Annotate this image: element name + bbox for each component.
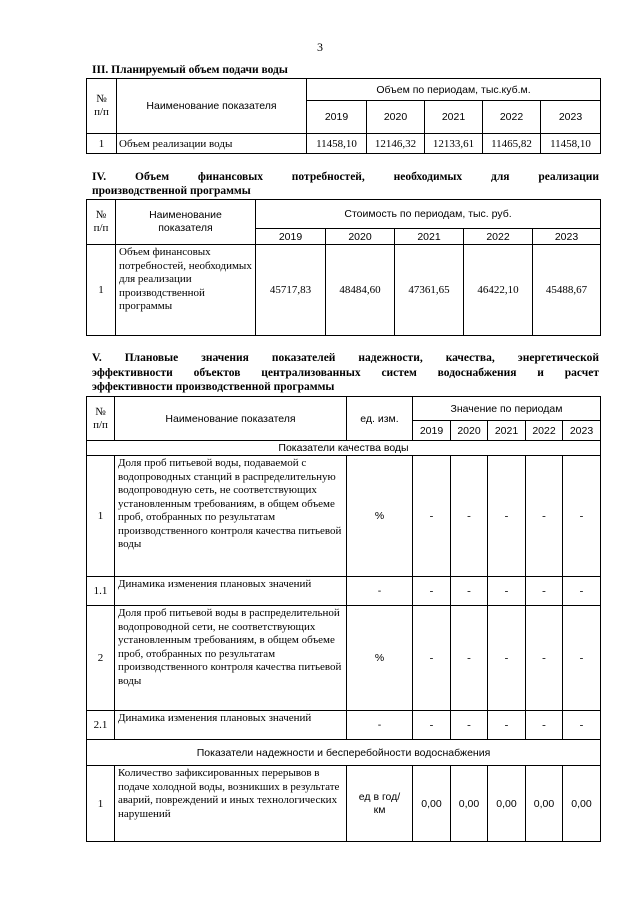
table-row [87,711,601,740]
year-header: 2023 [533,229,601,245]
section5-title-line3: эффективности производственной программы [92,381,335,393]
section5-title-line1: V. Плановые значения показателей надежности, качества, энергетической [92,352,599,364]
row-value: 46422,10 [464,245,533,336]
year-header: 2023 [541,101,601,134]
row-num: 1 [87,134,117,154]
row-value: - [488,606,526,711]
row-value: - [526,577,563,606]
row-value: 0,00 [413,766,451,842]
row-num: 1 [87,456,115,577]
row-value: 0,00 [563,766,601,842]
year-header: 2020 [367,101,425,134]
year-header: 2020 [451,421,488,441]
year-header: 2020 [326,229,395,245]
row-value: - [563,456,601,577]
row-value: - [488,577,526,606]
row-unit: ед в год/ км [347,766,413,842]
header-num: № п/п [87,200,116,245]
row-value: - [413,606,451,711]
row-value: 45717,83 [256,245,326,336]
table-row [87,766,601,842]
table-row [87,577,601,606]
group-header-reliability: Показатели надежности и бесперебойности водоснабжения [87,740,601,766]
row-value: 47361,65 [395,245,464,336]
year-header: 2023 [563,421,601,441]
water-supply-table [86,78,601,154]
row-name: Доля проб питьевой воды в распределительной водопроводной сети, не соответствующих установленным требованиям, в общем объеме проб, отобранных по результатам производственного контроля качества питьевой воды [115,606,347,711]
row-value: - [451,577,488,606]
header-num: № п/п [87,397,115,441]
row-name: Объем реализации воды [117,134,307,154]
row-value: - [451,456,488,577]
row-value: - [526,606,563,711]
row-value: - [563,577,601,606]
financial-needs-table [86,199,601,336]
row-num: 1 [87,766,115,842]
header-values: Значение по периодам [413,397,601,421]
row-num: 2 [87,606,115,711]
table-row [87,606,601,711]
row-value: - [563,711,601,740]
page-number: 3 [317,40,323,54]
section3-title: III. Планируемый объем подачи воды [92,64,288,76]
row-unit: % [347,606,413,711]
row-value: 48484,60 [326,245,395,336]
row-unit: - [347,711,413,740]
header-cost: Стоимость по периодам, тыс. руб. [256,200,601,229]
row-unit: - [347,577,413,606]
row-value: - [488,456,526,577]
indicators-table [86,396,601,842]
row-num: 1.1 [87,577,115,606]
row-name: Количество зафиксированных перерывов в подаче холодной воды, возникших в результате аварий, повреждений и иных технологических нарушений [115,766,347,842]
year-header: 2022 [483,101,541,134]
row-unit: % [347,456,413,577]
year-header: 2019 [256,229,326,245]
row-value: - [451,711,488,740]
row-value: 0,00 [526,766,563,842]
table-row [87,134,601,154]
row-name: Динамика изменения плановых значений [115,711,347,740]
row-value: 11458,10 [307,134,367,154]
row-value: 12133,61 [425,134,483,154]
row-num: 1 [87,245,116,336]
row-value: - [413,711,451,740]
row-value: 45488,67 [533,245,601,336]
row-value: - [413,577,451,606]
group-header-quality: Показатели качества воды [87,441,601,456]
row-value: - [563,606,601,711]
table-row [87,456,601,577]
year-header: 2019 [413,421,451,441]
header-name: Наименование показателя [115,397,347,441]
row-value: - [451,606,488,711]
row-value: - [488,711,526,740]
section4-title-line2: производственной программы [92,185,251,197]
row-value: 0,00 [451,766,488,842]
row-name: Объем финансовых потребностей, необходимых для реализации производственной программы [116,245,256,336]
header-num: № п/п [87,79,117,134]
row-value: 11458,10 [541,134,601,154]
year-header: 2021 [488,421,526,441]
year-header: 2019 [307,101,367,134]
row-num: 2.1 [87,711,115,740]
header-name: Наименование показателя [116,200,256,245]
header-name: Наименование показателя [117,79,307,134]
year-header: 2021 [425,101,483,134]
section4-title-line1: IV. Объем финансовых потребностей, необходимых для реализации [92,171,599,183]
row-name: Динамика изменения плановых значений [115,577,347,606]
row-value: - [526,711,563,740]
row-value: - [413,456,451,577]
year-header: 2022 [526,421,563,441]
row-value: 0,00 [488,766,526,842]
header-unit: ед. изм. [347,397,413,441]
header-volume: Объем по периодам, тыс.куб.м. [307,79,601,101]
row-value: 11465,82 [483,134,541,154]
row-value: - [526,456,563,577]
table-row [87,245,601,336]
row-value: 12146,32 [367,134,425,154]
year-header: 2021 [395,229,464,245]
year-header: 2022 [464,229,533,245]
section5-title-line2: эффективности объектов централизованных систем водоснабжения и расчет [92,367,599,379]
row-name: Доля проб питьевой воды, подаваемой с водопроводных станций в распределительную водопроводную сеть, не соответствующих установленным требованиям, в общем объеме проб, отобранных по результатам производственного контроля качества питьевой воды [115,456,347,577]
